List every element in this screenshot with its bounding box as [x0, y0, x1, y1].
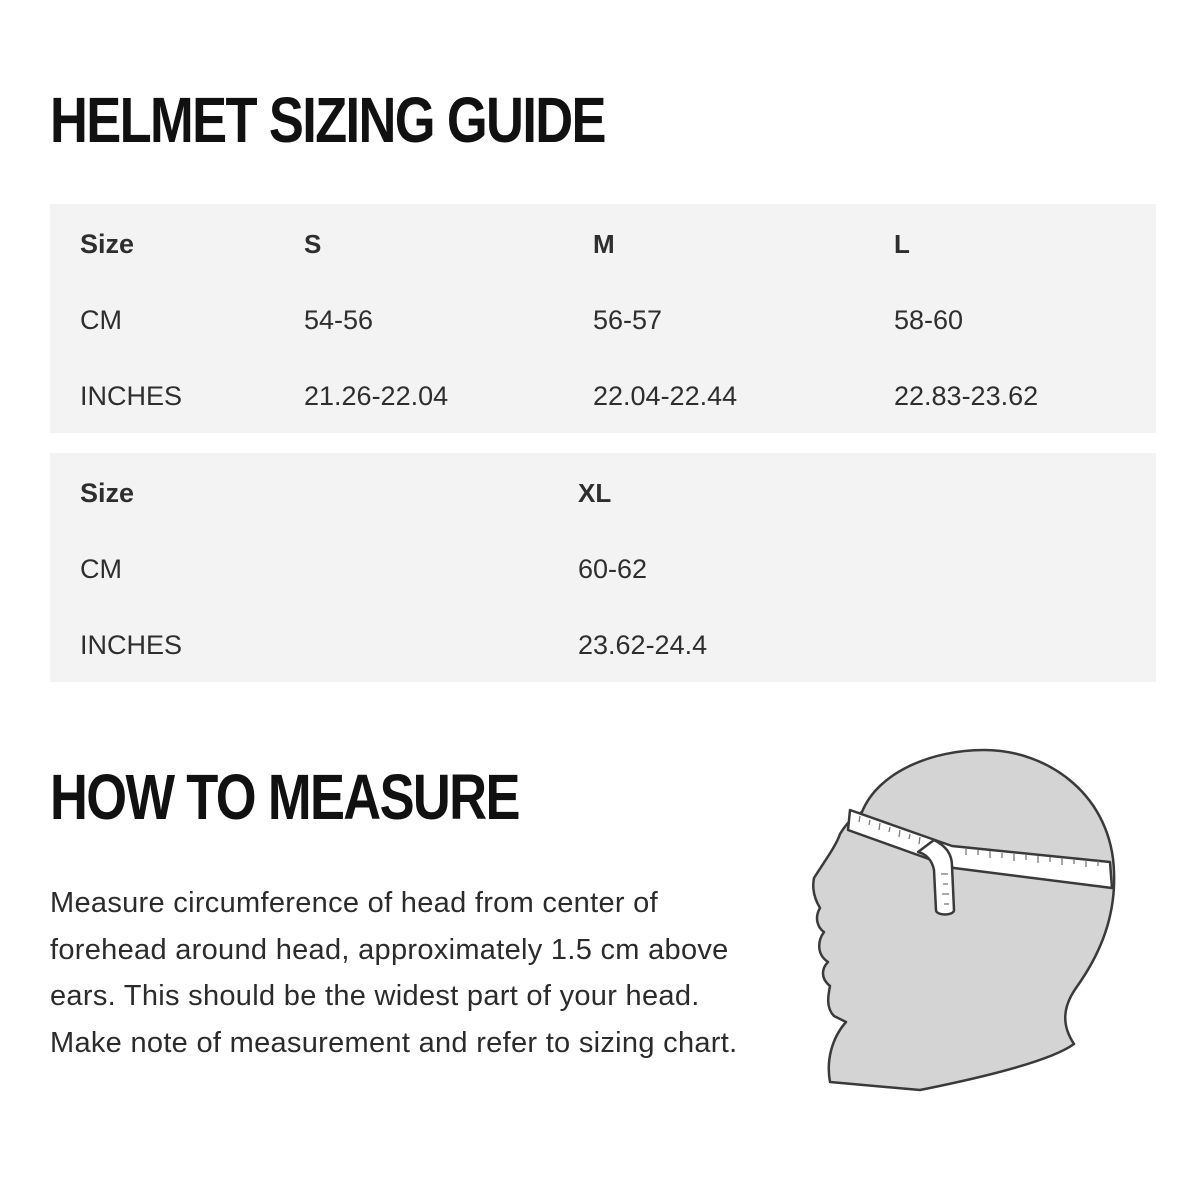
size-table-small-to-large [50, 204, 1156, 433]
measure-instructions: Measure circumference of head from center of forehead around head, approximately 1.5 cm above ears. This should be the widest part of your head. Make note of measurement and refer to sizing chart. [50, 887, 738, 1059]
page-title: HELMET SIZING GUIDE [50, 84, 605, 156]
size-table-extra-large [50, 453, 1156, 682]
size-m: M [593, 229, 615, 259]
size-xl-cm: 60-62 [578, 554, 648, 584]
size-xl-inches: 23.62-24.4 [578, 630, 708, 660]
row-label-inches: INCHES [80, 630, 183, 660]
row-label-size: Size [80, 478, 135, 508]
row-label-inches: INCHES [80, 381, 183, 411]
row-label-cm: CM [80, 554, 122, 584]
size-s-inches: 21.26-22.04 [304, 381, 449, 411]
row-label-cm: CM [80, 305, 122, 335]
head-measuring-tape-icon [800, 742, 1130, 1102]
head-silhouette [813, 750, 1114, 1090]
how-to-measure-heading: HOW TO MEASURE [50, 761, 519, 833]
size-xl: XL [578, 478, 612, 508]
size-l-inches: 22.83-23.62 [894, 381, 1039, 411]
size-l-cm: 58-60 [894, 305, 964, 335]
size-m-cm: 56-57 [593, 305, 663, 335]
size-m-inches: 22.04-22.44 [593, 381, 738, 411]
row-label-size: Size [80, 229, 135, 259]
size-l: L [894, 229, 910, 259]
size-s-cm: 54-56 [304, 305, 374, 335]
size-s: S [304, 229, 322, 259]
